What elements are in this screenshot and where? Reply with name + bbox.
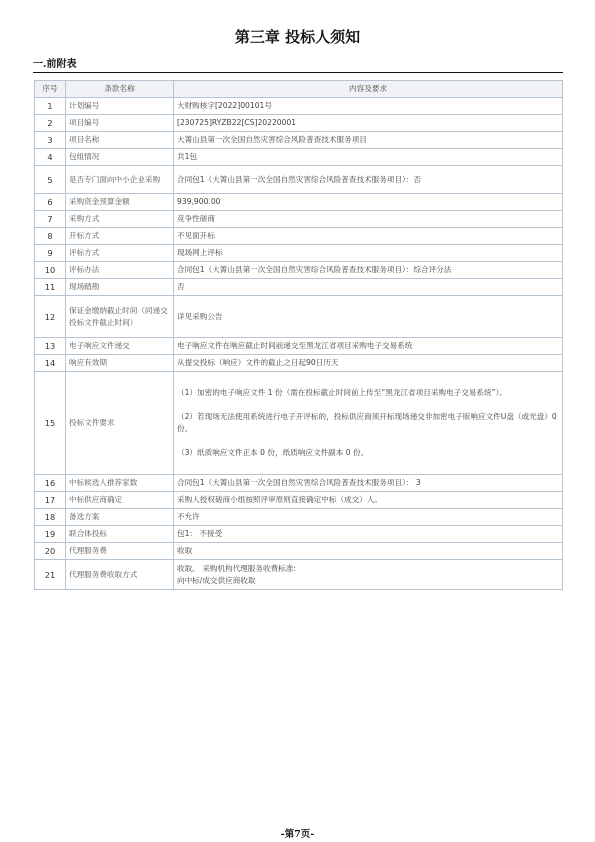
clause-name: 中标候选人推荐家数 (66, 475, 174, 492)
clause-name: 现场踏勘 (66, 279, 174, 296)
content-line: 电子响应文件在响应截止时间前递交至黑龙江省项目采购电子交易系统 (177, 341, 413, 350)
content-line: 合同包1（大箐山县第一次全国自然灾害综合风险普查技术服务项目）：综合评分法 (177, 265, 452, 274)
clause-content (174, 166, 563, 194)
table-row (35, 355, 563, 372)
row-number: 14 (35, 355, 66, 372)
clause-name: 评标方式 (66, 245, 174, 262)
clause-name: 投标文件要求 (66, 372, 174, 475)
table-row (35, 194, 563, 211)
table-row (35, 338, 563, 355)
content-line: 共1包 (177, 152, 198, 161)
header-content: 内容及要求 (174, 81, 563, 98)
clause-name: 联合体投标 (66, 526, 174, 543)
content-line: [230725]RYZB22[CS]20220001 (177, 118, 297, 127)
clause-name: 代理服务费 (66, 543, 174, 560)
table-row (35, 526, 563, 543)
page-title: 第三章 投标人须知 (234, 28, 361, 46)
row-number: 17 (35, 492, 66, 509)
clause-content (174, 115, 563, 132)
table-row (35, 509, 563, 526)
clause-name: 项目名称 (66, 132, 174, 149)
row-number: 12 (35, 296, 66, 338)
table-row (35, 475, 563, 492)
clause-content (174, 526, 563, 543)
clause-name: 备选方案 (66, 509, 174, 526)
content-line: 大箐山县第一次全国自然灾害综合风险普查技术服务项目 (177, 135, 367, 144)
clause-content (174, 149, 563, 166)
table-row (35, 372, 563, 475)
row-number: 2 (35, 115, 66, 132)
row-number: 18 (35, 509, 66, 526)
row-number: 7 (35, 211, 66, 228)
clause-name: 中标供应商确定 (66, 492, 174, 509)
table-row (35, 262, 563, 279)
row-number: 11 (35, 279, 66, 296)
clause-name: 计划编号 (66, 98, 174, 115)
content-line: 向中标/成交供应商收取 (177, 575, 256, 585)
header-no: 序号 (35, 81, 66, 98)
content-line: （3）纸质响应文件正本 0 份，纸质响应文件副本 0 份。 (177, 448, 369, 457)
clause-content (174, 543, 563, 560)
content-line: 合同包1（大箐山县第一次全国自然灾害综合风险普查技术服务项目）： 3 (177, 478, 421, 487)
clause-content (174, 338, 563, 355)
row-number: 16 (35, 475, 66, 492)
content-line: 收取。 采购机构代理服务收费标准: (177, 563, 296, 573)
content-line: 否 (177, 282, 185, 291)
clause-content (174, 475, 563, 492)
clause-content (174, 245, 563, 262)
table-row (35, 166, 563, 194)
content-line: 大财购核字[2022]00101号 (177, 101, 272, 110)
table-row (35, 245, 563, 262)
clause-content (174, 560, 563, 590)
clause-name: 是否专门面向中小企业采购 (66, 166, 174, 194)
clause-content (174, 211, 563, 228)
row-number: 21 (35, 560, 66, 590)
content-line: 合同包1（大箐山县第一次全国自然灾害综合风险普查技术服务项目）：否 (177, 174, 422, 184)
content-line: 竞争性磋商 (177, 214, 215, 223)
row-number: 9 (35, 245, 66, 262)
clause-content (174, 98, 563, 115)
table-row (35, 211, 563, 228)
content-line: 不见面开标 (177, 231, 215, 240)
clause-content (174, 355, 563, 372)
table-row (35, 543, 563, 560)
table-row (35, 560, 563, 590)
clause-name: 开标方式 (66, 228, 174, 245)
clause-content (174, 492, 563, 509)
clause-content (174, 228, 563, 245)
clause-name: 包组情况 (66, 149, 174, 166)
content-line: 939,900.00 (177, 197, 221, 206)
clause-name: 采购方式 (66, 211, 174, 228)
content-line: （1）加密的电子响应文件 1 份（需在投标截止时间前上传至“黑龙江省项目采购电子交易系统”）。 (177, 388, 507, 397)
clause-content (174, 509, 563, 526)
clause-name: 响应有效期 (66, 355, 174, 372)
row-number: 3 (35, 132, 66, 149)
clause-name: 项目编号 (66, 115, 174, 132)
row-number: 19 (35, 526, 66, 543)
row-number: 4 (35, 149, 66, 166)
row-number: 1 (35, 98, 66, 115)
section-title: 一.前附表 (33, 59, 77, 70)
clause-name: 评标办法 (66, 262, 174, 279)
row-number: 6 (35, 194, 66, 211)
clause-content (174, 372, 563, 475)
clause-content (174, 279, 563, 296)
content-line: 不允许 (177, 512, 200, 521)
content-line: 从提交投标（响应）文件的截止之日起90日历天 (177, 358, 339, 367)
clause-name: 保证金缴纳截止时间（同递交投标文件截止时间） (66, 296, 174, 338)
row-number: 20 (35, 543, 66, 560)
clause-content (174, 296, 563, 338)
clause-name: 代理服务费收取方式 (66, 560, 174, 590)
table-row (35, 149, 563, 166)
table-row (35, 492, 563, 509)
front-attached-table (34, 80, 563, 590)
table-header-row (35, 81, 563, 98)
row-number: 8 (35, 228, 66, 245)
content-line: 收取 (177, 546, 193, 555)
clause-content (174, 262, 563, 279)
row-number: 10 (35, 262, 66, 279)
table-row (35, 279, 563, 296)
table-row (35, 98, 563, 115)
table-row (35, 132, 563, 149)
clause-name: 电子响应文件递交 (66, 338, 174, 355)
row-number: 5 (35, 166, 66, 194)
content-line: 包1： 不接受 (177, 529, 223, 538)
content-line: 详见采购公告 (177, 311, 223, 321)
content-line: 现场网上评标 (177, 248, 223, 257)
content-line: （2）若现场无法使用系统进行电子开评标的，投标供应商须开标现场递交非加密电子版响应文件U盘（或光盘）0份。 (177, 412, 557, 433)
table-row (35, 296, 563, 338)
clause-content (174, 132, 563, 149)
row-number: 15 (35, 372, 66, 475)
section-divider (33, 72, 563, 73)
clause-name: 采购资金预算金额 (66, 194, 174, 211)
header-clause-name: 条款名称 (66, 81, 174, 98)
row-number: 13 (35, 338, 66, 355)
clause-content (174, 194, 563, 211)
content-line: 采购人授权磋商小组按照评审原则直接确定中标（成交）人。 (177, 495, 383, 504)
table-row (35, 115, 563, 132)
page-number: -第7页- (280, 829, 315, 840)
table-row (35, 228, 563, 245)
